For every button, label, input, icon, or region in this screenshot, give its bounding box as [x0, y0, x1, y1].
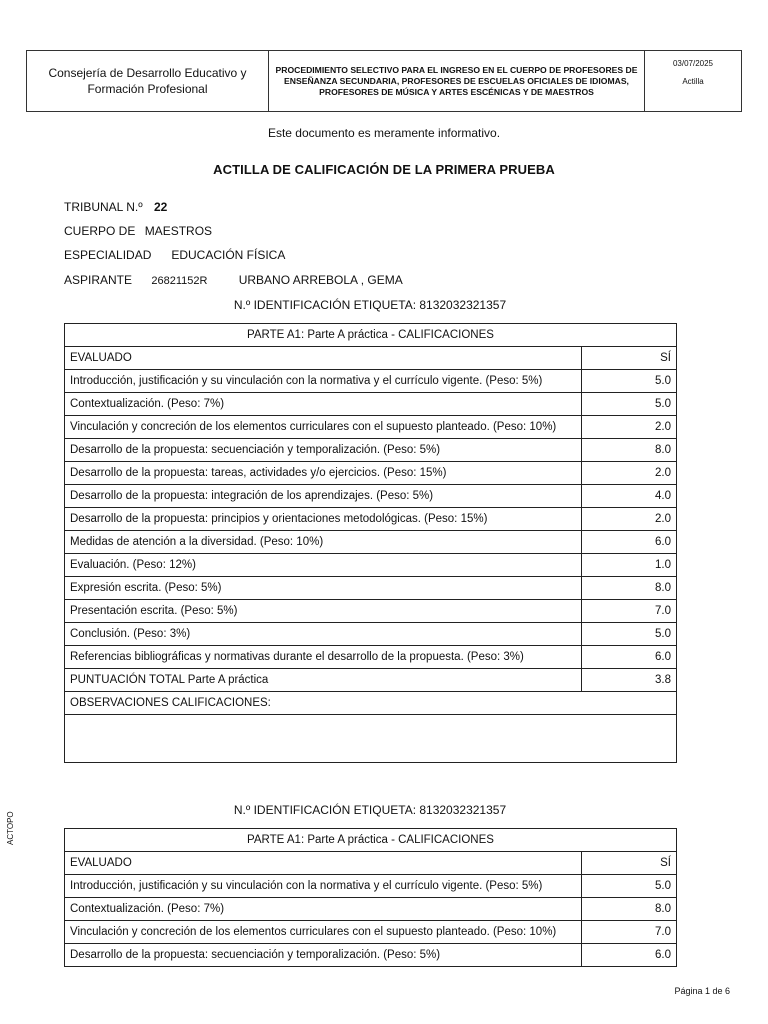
- criterion-cell: Contextualización. (Peso: 7%): [65, 898, 582, 921]
- table-row: [65, 600, 677, 623]
- etiqueta-id: N.º IDENTIFICACIÓN ETIQUETA: 8132032321357: [233, 803, 507, 817]
- table-row: [65, 623, 677, 646]
- criterion-cell: Vinculación y concreción de los elementos curriculares con el supuesto planteado. (Peso: 10%): [65, 416, 582, 439]
- table-title-row: [65, 324, 677, 347]
- criterion-cell: Desarrollo de la propuesta: principios y orientaciones metodológicas. (Peso: 15%): [65, 508, 582, 531]
- criterion-cell: Evaluación. (Peso: 12%): [65, 554, 582, 577]
- tribunal-label: TRIBUNAL N.º: [64, 200, 143, 214]
- document-type: Actilla: [682, 77, 704, 86]
- total-value: 3.8: [581, 669, 676, 692]
- criterion-cell: Presentación escrita. (Peso: 5%): [65, 600, 582, 623]
- criterion-cell: Desarrollo de la propuesta: integración de los aprendizajes. (Peso: 5%): [65, 485, 582, 508]
- score-cell: 6.0: [581, 944, 676, 967]
- aspirante-field: [64, 273, 403, 287]
- aspirante-label: ASPIRANTE: [64, 273, 133, 287]
- criterion-cell: Conclusión. (Peso: 3%): [65, 623, 582, 646]
- criterion-cell: Medidas de atención a la diversidad. (Peso: 10%): [65, 531, 582, 554]
- table-row: [65, 508, 677, 531]
- score-cell: 6.0: [581, 531, 676, 554]
- total-label: PUNTUACIÓN TOTAL Parte A práctica: [65, 669, 582, 692]
- criterion-cell: Contextualización. (Peso: 7%): [65, 393, 582, 416]
- observations-body-row: [65, 715, 677, 763]
- column-header-evaluado: EVALUADO: [65, 852, 582, 875]
- score-cell: 8.0: [581, 577, 676, 600]
- observations-content: [65, 715, 677, 763]
- cuerpo-value: MAESTROS: [144, 224, 213, 238]
- criterion-cell: Referencias bibliográficas y normativas durante el desarrollo de la propuesta. (Peso: 3%): [65, 646, 582, 669]
- aspirante-id: 26821152R: [151, 275, 208, 287]
- criterion-cell: Vinculación y concreción de los elementos curriculares con el supuesto planteado. (Peso: 10%): [65, 921, 582, 944]
- especialidad-field: [64, 248, 285, 262]
- table-title-row: [65, 829, 677, 852]
- score-cell: 8.0: [581, 439, 676, 462]
- table-row: [65, 921, 677, 944]
- observations-header-row: [65, 692, 677, 715]
- table-header-row: [65, 852, 677, 875]
- page-title: ACTILLA DE CALIFICACIÓN DE LA PRIMERA PRUEBA: [213, 162, 555, 177]
- score-cell: 8.0: [581, 898, 676, 921]
- header-meta: [645, 51, 741, 111]
- table-row: [65, 416, 677, 439]
- score-cell: 2.0: [581, 416, 676, 439]
- column-header-si: SÍ: [581, 852, 676, 875]
- grades-table: [64, 828, 677, 967]
- table-row: [65, 577, 677, 600]
- table-row: [65, 898, 677, 921]
- procedure-title: PROCEDIMIENTO SELECTIVO PARA EL INGRESO EN EL CUERPO DE PROFESORES DE ENSEÑANZA SECUNDARIA, PROFESORES DE ESCUELAS OFICIALES DE IDIOMAS, PROFESORES DE MÚSICA Y ARTES ESCÉNICAS Y DE MAESTROS: [269, 51, 645, 111]
- criterion-cell: Expresión escrita. (Peso: 5%): [65, 577, 582, 600]
- table-row: [65, 944, 677, 967]
- table-row: [65, 370, 677, 393]
- table-row: [65, 462, 677, 485]
- table-title: PARTE A1: Parte A práctica - CALIFICACIONES: [65, 829, 677, 852]
- score-cell: 5.0: [581, 393, 676, 416]
- etiqueta-id: N.º IDENTIFICACIÓN ETIQUETA: 8132032321357: [233, 298, 507, 312]
- side-label: ACTOPO: [6, 811, 15, 845]
- score-cell: 6.0: [581, 646, 676, 669]
- score-cell: 4.0: [581, 485, 676, 508]
- table-row: [65, 485, 677, 508]
- table-row: [65, 439, 677, 462]
- criterion-cell: Introducción, justificación y su vinculación con la normativa y el currículo vigente. (Peso: 5%): [65, 875, 582, 898]
- document-date: 03/07/2025: [672, 59, 714, 68]
- cuerpo-label: CUERPO DE: [64, 224, 136, 238]
- criterion-cell: Desarrollo de la propuesta: secuenciación y temporalización. (Peso: 5%): [65, 439, 582, 462]
- table-row: [65, 554, 677, 577]
- table-row: [65, 393, 677, 416]
- informative-notice: Este documento es meramente informativo.: [267, 126, 501, 140]
- table-row: [65, 875, 677, 898]
- score-cell: 1.0: [581, 554, 676, 577]
- criterion-cell: Desarrollo de la propuesta: tareas, actividades y/o ejercicios. (Peso: 15%): [65, 462, 582, 485]
- cuerpo-field: [64, 224, 212, 238]
- especialidad-label: ESPECIALIDAD: [64, 248, 152, 262]
- score-cell: 7.0: [581, 600, 676, 623]
- score-cell: 5.0: [581, 875, 676, 898]
- grades-table: [64, 323, 677, 763]
- column-header-si: SÍ: [581, 347, 676, 370]
- column-header-evaluado: EVALUADO: [65, 347, 582, 370]
- score-cell: 7.0: [581, 921, 676, 944]
- aspirante-name: URBANO ARREBOLA , GEMA: [238, 273, 403, 287]
- criterion-cell: Introducción, justificación y su vinculación con la normativa y el currículo vigente. (Peso: 5%): [65, 370, 582, 393]
- table-header-row: [65, 347, 677, 370]
- table-title: PARTE A1: Parte A práctica - CALIFICACIONES: [65, 324, 677, 347]
- tribunal-value: 22: [153, 200, 168, 214]
- organization-name: Consejería de Desarrollo Educativo y Formación Profesional: [27, 51, 269, 111]
- score-cell: 2.0: [581, 508, 676, 531]
- document-header: [26, 50, 742, 112]
- criterion-cell: Desarrollo de la propuesta: secuenciación y temporalización. (Peso: 5%): [65, 944, 582, 967]
- tribunal-field: [64, 200, 167, 214]
- especialidad-value: EDUCACIÓN FÍSICA: [171, 248, 286, 262]
- total-row: [65, 669, 677, 692]
- observations-label: OBSERVACIONES CALIFICACIONES:: [65, 692, 677, 715]
- score-cell: 5.0: [581, 370, 676, 393]
- table-row: [65, 531, 677, 554]
- page-number: Página 1 de 6: [674, 986, 730, 996]
- table-row: [65, 646, 677, 669]
- score-cell: 2.0: [581, 462, 676, 485]
- score-cell: 5.0: [581, 623, 676, 646]
